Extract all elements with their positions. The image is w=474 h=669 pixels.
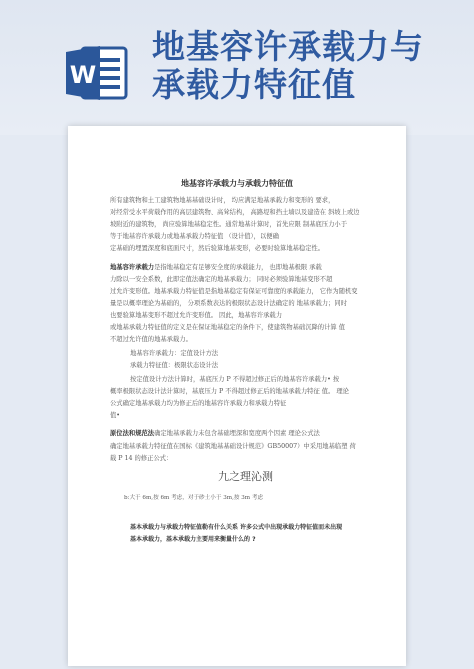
body-text: 是指地基稳定有足够安全度的承载能力， 也即地基极限 承载 [154,264,322,271]
word-icon [64,40,130,106]
body-line [110,264,322,272]
body-line: 过允许变形值。地基承载力特征值是指地基稳定有保证可靠度的承载能力， 它作为随机变 [110,288,358,295]
term-allowable: 地基容许承载力 [110,264,155,271]
body-line: 或地基承载力特征值的定义是在保证地基稳定的条件下，使建筑物基础沉降的计算 值 [110,324,345,331]
body-line: 不超过允许值的地基承载力。 [110,336,192,343]
body-line: 定基础的埋置深度和底面尺寸，然后验算地基变形，必要时验算地基稳定性。 [110,245,325,252]
body-line: 对经常受水平荷载作用的高层建筑物、高耸结构， 高路堤和挡土墙以及建造在 斜坡上或边 [110,209,360,216]
formula-label: 九之理沁测 [218,470,273,483]
body-line: 坡附近的建筑物， 尚应验算地基稳定性。通常地基计算时，首先应限 制基底压力小于 [110,221,347,228]
body-line: 所有建筑物和土工建筑物地基基础设计时， 均应满足地基承载力和变形的 要求， [110,197,335,204]
body-line: 量是以概率理论为基础的， 分项系数表达的极限状态设计法确定的 地基承载力；同时 [110,300,347,307]
body-line: 按定值设计方法计算时，基底压力 P 不得超过修正后的地基容许承载力• 按 [130,376,340,383]
footer-question: 基本承载力与承载力特征值勒有什么关系 许多公式中出现承载力特征值而未出现 [130,524,343,531]
body-line: 地基容许承载力：定值设计方法 [130,350,219,357]
title-line-2: 承载力特征值 [152,65,356,104]
term-principle: 原位法和规范法 [110,430,155,437]
document-title: 地基容许承载力与承载力特征值 [181,179,293,188]
footer-question: 基本承载力，基本承载力主要用来衡量什么的 ? [130,536,256,543]
title-line-1: 地基容许承载力与 [152,27,424,66]
body-line: 力除以一安全系数，此即定值法确定的地基承载力； 同时必须验算地基变形不超 [110,276,333,283]
document-page [68,126,406,666]
body-line [110,430,320,438]
body-line: 等于地基容许承载力或地基承载力特征值 （设计值），以便确 [110,233,279,240]
body-line: 也要验算地基变形不超过允许变形值。 因此，地基容许承载力 [110,312,283,319]
body-line: 载 P 14 的修正公式： [110,455,173,462]
body-line: 承载力特征值：极限状态设计法 [130,362,219,369]
body-text: 确定地基承载力未包含基础埋深和宽度两个因素 理论公式法 [154,430,320,437]
body-line: 确定地基承载力特征值在国标《建筑地基基础设计规范》GB50007）中采用地基临塑 荷 [110,443,356,450]
body-line: 值• [110,412,121,419]
word-letter: W [69,61,97,89]
body-line: 公式确定地基承载力均为修正后的地基容许承载力和承载力特征 [110,400,287,407]
body-line: 概率极限状态设计法计算时，基底压力 P 不得超过修正后的地基承载力特征 值。 理论 [110,388,349,395]
header-title [152,28,468,104]
formula-note: b:大于 6m,按 6m 考虑，对于砂土小于 3m,按 3m 考虑 [124,495,264,501]
